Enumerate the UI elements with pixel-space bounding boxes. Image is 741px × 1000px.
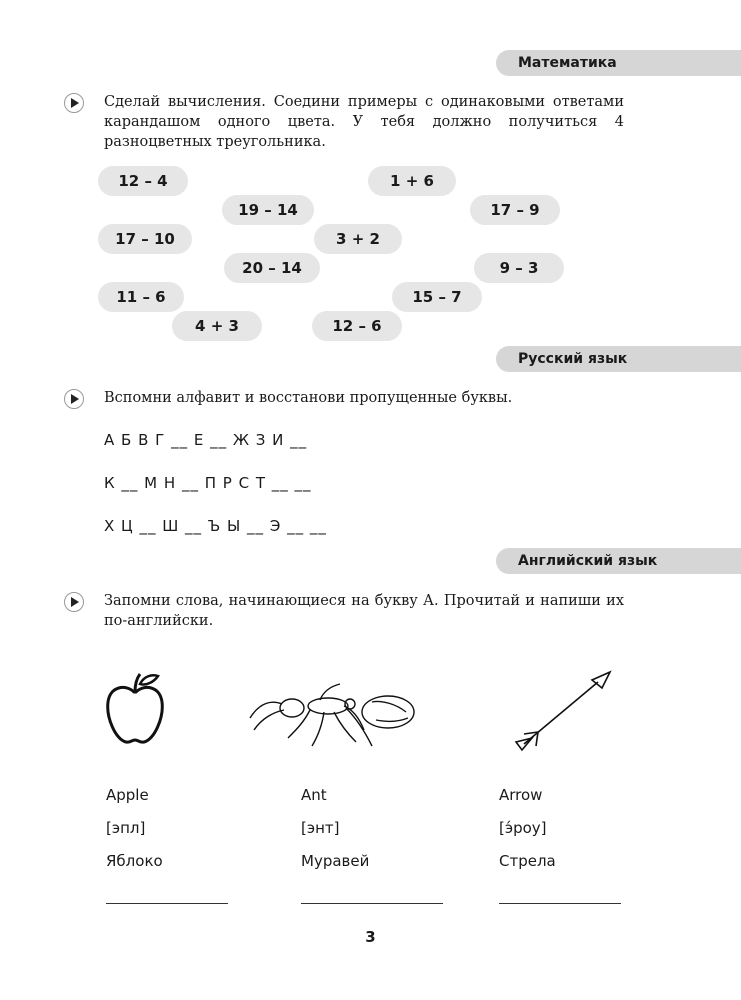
example-pill: 9 – 3 bbox=[474, 253, 564, 283]
page-number: 3 bbox=[365, 928, 376, 946]
math-task-text: Сделай вычисления. Соедини примеры с одинаковыми ответами карандашом одного цвета. У тебя должно получиться 4 разноцветных треугольника. bbox=[104, 94, 624, 150]
play-icon bbox=[64, 389, 84, 409]
example-pill: 15 – 7 bbox=[392, 282, 482, 312]
word-english: Arrow bbox=[499, 786, 543, 804]
word-transcription: [эпл] bbox=[106, 819, 146, 837]
alphabet-row: К __ М Н __ П Р С Т __ __ bbox=[104, 474, 312, 492]
example-pill: 3 + 2 bbox=[314, 224, 402, 254]
word-english: Ant bbox=[301, 786, 327, 804]
example-pill: 1 + 6 bbox=[368, 166, 456, 196]
word-translation: Стрела bbox=[499, 852, 556, 870]
math-tab: Математика bbox=[496, 50, 741, 76]
english-task-text: Запомни слова, начинающиеся на букву А. Прочитай и напиши их по-английски. bbox=[104, 593, 624, 629]
answer-line bbox=[499, 903, 621, 904]
example-pill: 4 + 3 bbox=[172, 311, 262, 341]
example-pill: 19 – 14 bbox=[222, 195, 314, 225]
word-translation: Яблоко bbox=[106, 852, 163, 870]
english-tab: Английский язык bbox=[496, 548, 741, 574]
alphabet-row: А Б В Г __ Е __ Ж З И __ bbox=[104, 431, 308, 449]
example-pill: 11 – 6 bbox=[98, 282, 184, 312]
example-pill: 12 – 6 bbox=[312, 311, 402, 341]
alphabet-row: Х Ц __ Ш __ Ъ Ы __ Э __ __ bbox=[104, 517, 327, 535]
play-icon bbox=[64, 592, 84, 612]
example-pill: 20 – 14 bbox=[224, 253, 320, 283]
example-pill: 12 – 4 bbox=[98, 166, 188, 196]
arrow-icon bbox=[508, 668, 618, 754]
word-transcription: [энт] bbox=[301, 819, 340, 837]
answer-line bbox=[301, 903, 443, 904]
play-icon bbox=[64, 93, 84, 113]
russian-tab: Русский язык bbox=[496, 346, 741, 372]
example-pill: 17 – 9 bbox=[470, 195, 560, 225]
ant-icon bbox=[240, 676, 420, 752]
apple-icon bbox=[100, 670, 170, 748]
example-pill: 17 – 10 bbox=[98, 224, 192, 254]
answer-line bbox=[106, 903, 228, 904]
word-transcription: [э́роу] bbox=[499, 819, 547, 837]
word-english: Apple bbox=[106, 786, 149, 804]
russian-task-text: Вспомни алфавит и восстанови пропущенные буквы. bbox=[104, 390, 513, 406]
word-translation: Муравей bbox=[301, 852, 370, 870]
